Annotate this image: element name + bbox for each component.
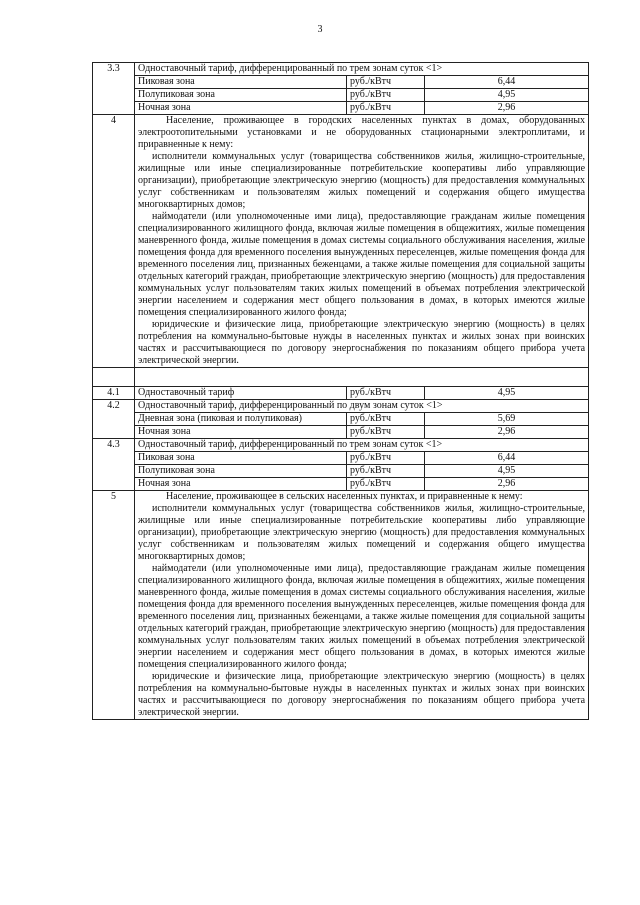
row-number: 4 [93, 115, 135, 368]
description-paragraph: Население, проживающее в сельских населенных пунктах, и приравненные к нему: [166, 491, 523, 502]
consumer-description [135, 491, 589, 720]
empty-cell [93, 368, 135, 387]
zone-label: Полупиковая зона [135, 89, 347, 102]
table-row [93, 465, 589, 478]
tariff-title: Одноставочный тариф, дифференцированный по трем зонам суток <1> [135, 63, 589, 76]
table-row [93, 426, 589, 439]
zone-label: Полупиковая зона [135, 465, 347, 478]
unit-cell: руб./кВтч [347, 413, 425, 426]
tariff-title: Одноставочный тариф, дифференцированный по двум зонам суток <1> [135, 400, 589, 413]
unit-cell: руб./кВтч [347, 387, 425, 400]
description-paragraph: исполнители коммунальных услуг (товарищества собственников жилья, жилищно-строительные, жилищные или иные специализированные потребительские кооперативы либо управляющие организации), приобретающие электрическую энергию (мощность) для предоставления коммунальных услуг собственникам и пользователям жилых помещений и содержания общего имущества многоквартирных домов; [138, 151, 586, 210]
row-number: 5 [93, 491, 135, 720]
table-row [93, 89, 589, 102]
tariff-value: 4,95 [425, 387, 589, 400]
tariff-value: 4,95 [425, 465, 589, 478]
tariff-value: 2,96 [425, 426, 589, 439]
description-paragraph: наймодатели (или уполномоченные ими лица), предоставляющие гражданам жилые помещения специализированного жилищного фонда, включая жилые помещения в общежитиях, жилые помещения маневренного фонда, жилые помещения в домах системы социального обслуживания населения, жилые помещения фонда для временного поселения вынужденных переселенцев, жилые помещения фонда для временного поселения лиц, признанных беженцами, а также жилые помещения для социальной защиты отдельных категорий граждан, приобретающие электрическую энергию (мощность) для предоставления коммунальных услуг пользователям таких жилых помещений в объемах потребления электрической энергии населением и содержания мест общего пользования в домах, в которых имеются жилые помещения специализированного жилого фонда; [138, 211, 586, 318]
row-number: 4.1 [93, 387, 135, 400]
zone-label: Пиковая зона [135, 452, 347, 465]
table-row [93, 63, 589, 76]
table-row [93, 413, 589, 426]
page-number: 3 [317, 24, 323, 35]
unit-cell: руб./кВтч [347, 452, 425, 465]
zone-label: Ночная зона [135, 426, 347, 439]
unit-cell: руб./кВтч [347, 465, 425, 478]
table-row [93, 368, 589, 387]
tariff-value: 4,95 [425, 89, 589, 102]
consumer-description [135, 115, 589, 368]
empty-cell [135, 368, 589, 387]
unit-cell: руб./кВтч [347, 102, 425, 115]
tariff-label: Одноставочный тариф [135, 387, 347, 400]
description-paragraph: Население, проживающее в городских населенных пунктах в домах, оборудованных электроотопительными установками и не оборудованных стационарными электроплитами, и приравненные к нему: [138, 115, 586, 150]
unit-cell: руб./кВтч [347, 426, 425, 439]
description-paragraph: юридические и физические лица, приобретающие электрическую энергию (мощность) в целях потребления на коммунально-бытовые нужды в населенных пунктах и жилых зонах при воинских частях и рассчитывающиеся по договору энергоснабжения по показаниям общего прибора учета электрической энергии. [138, 319, 586, 366]
row-number: 4.2 [93, 400, 135, 439]
row-number: 3.3 [93, 63, 135, 115]
unit-cell: руб./кВтч [347, 76, 425, 89]
tariff-title: Одноставочный тариф, дифференцированный по трем зонам суток <1> [135, 439, 589, 452]
table-row [93, 387, 589, 400]
tariff-value: 6,44 [425, 76, 589, 89]
zone-label: Ночная зона [135, 102, 347, 115]
tariff-value: 6,44 [425, 452, 589, 465]
table-row [93, 400, 589, 413]
table-row [93, 115, 589, 368]
description-paragraph: наймодатели (или уполномоченные ими лица), предоставляющие гражданам жилые помещения специализированного жилищного фонда, включая жилые помещения в общежитиях, жилые помещения маневренного фонда, жилые помещения в домах системы социального обслуживания населения, жилые помещения фонда для временного поселения вынужденных переселенцев, жилые помещения фонда для временного поселения лиц, признанных беженцами, а также жилые помещения для социальной защиты отдельных категорий граждан, приобретающие электрическую энергию (мощность) для предоставления коммунальных услуг пользователям таких жилых помещений в объемах потребления электрической энергии населением и содержания мест общего пользования в домах, в которых имеются жилые помещения специализированного жилого фонда; [138, 563, 586, 670]
zone-label: Дневная зона (пиковая и полупиковая) [135, 413, 347, 426]
table-row [93, 491, 589, 720]
tariff-value: 2,96 [425, 478, 589, 491]
table-row [93, 102, 589, 115]
tariff-value: 2,96 [425, 102, 589, 115]
table-row [93, 439, 589, 452]
table-row [93, 76, 589, 89]
zone-label: Ночная зона [135, 478, 347, 491]
table-row [93, 478, 589, 491]
table-row [93, 452, 589, 465]
zone-label: Пиковая зона [135, 76, 347, 89]
description-paragraph: исполнители коммунальных услуг (товарищества собственников жилья, жилищно-строительные, жилищные или иные специализированные потребительские кооперативы либо управляющие организации), приобретающие электрическую энергию (мощность) для предоставления коммунальных услуг собственникам и пользователям жилых помещений и содержания общего имущества многоквартирных домов; [138, 503, 586, 562]
unit-cell: руб./кВтч [347, 89, 425, 102]
description-paragraph: юридические и физические лица, приобретающие электрическую энергию (мощность) в целях потребления на коммунально-бытовые нужды в населенных пунктах и жилых зонах при воинских частях и рассчитывающиеся по договору энергоснабжения по показаниям общего прибора учета электрической энергии. [138, 671, 586, 718]
tariff-value: 5,69 [425, 413, 589, 426]
tariff-table [92, 62, 589, 720]
unit-cell: руб./кВтч [347, 478, 425, 491]
row-number: 4.3 [93, 439, 135, 491]
